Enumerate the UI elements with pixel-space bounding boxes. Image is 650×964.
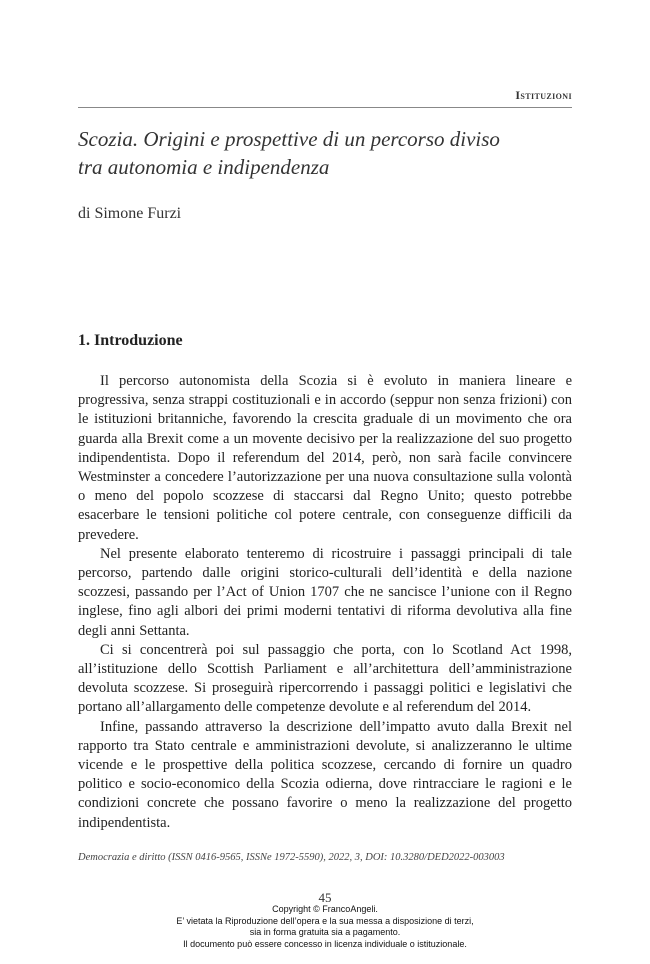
copyright-line: Copyright © FrancoAngeli. bbox=[272, 904, 378, 914]
article-title-line-2: tra autonomia e indipendenza bbox=[78, 155, 330, 179]
copyright-line: E’ vietata la Riproduzione dell’opera e la sua messa a disposizione di terzi, bbox=[176, 915, 474, 926]
header-divider bbox=[78, 107, 572, 108]
article-body bbox=[78, 372, 572, 833]
body-paragraph: Nel presente elaborato tenteremo di ricostruire i passaggi principali di tale percorso, partendo dalle origini storico-culturali dell’identità e della nazione scozzesi, passando per l’Act of Union 1707 che ne sancisce l’unione con il Regno inglese, fino agli albori dei primi moderni tentativi di riforma devolutiva alla fine degli anni Settanta. bbox=[78, 545, 572, 639]
body-paragraph: Ci si concentrerà poi sul passaggio che porta, con lo Scotland Act 1998, all’istituzione dello Scottish Parliament e all’architettura dell’amministrazione devoluta scozzese. Si proseguirà ripercorrendo i passaggi politici e legislativi che portano all’allargamento delle competenze devolute e al referendum del 2014. bbox=[78, 641, 572, 716]
article-author: di Simone Furzi bbox=[78, 205, 182, 222]
article-title-line-1: Scozia. Origini e prospettive di un percorso diviso bbox=[78, 127, 500, 151]
page-number: 45 bbox=[318, 890, 332, 905]
journal-citation: Democrazia e diritto (ISSN 0416-9565, ISSNe 1972-5590), 2022, 3, DOI: 10.3280/DED2022-003003 bbox=[78, 852, 505, 863]
running-header bbox=[78, 88, 572, 108]
running-header-label: Istituzioni bbox=[515, 88, 572, 102]
body-paragraph: Il percorso autonomista della Scozia si è evoluto in maniera lineare e progressiva, senza strappi costituzionali e in accordo (seppur non senza frizioni) con le istituzioni britanniche, favorendo la crescita graduale di un movimento che ora guarda alla Brexit come a un movente decisivo per la realizzazione del suo progetto indipendentista. Dopo il referendum del 2014, però, non sarà facile convincere Westminster a concedere l’autorizzazione per una nuova consultazione sulla volontà o meno del popolo scozzese di staccarsi dal Regno Unito; questo potrebbe esacerbare le tensioni politiche col potere centrale, con conseguenze difficili da prevedere. bbox=[78, 373, 572, 543]
body-paragraph: Infine, passando attraverso la descrizione dell’impatto avuto dalla Brexit nel rapporto tra Stato centrale e amministrazioni devolute, si analizzeranno le ultime vicende e le prospettive della politica scozzese, cercando di fornire un quadro politico e socio-economico della Scozia odierna, dove rintracciare le ragioni e le condizioni concrete che possano favorire o meno la realizzazione del progetto indipendentista. bbox=[78, 718, 572, 831]
copyright-notice bbox=[0, 904, 650, 950]
copyright-line: Il documento può essere concesso in licenza individuale o istituzionale. bbox=[183, 938, 467, 949]
section-heading: 1. Introduzione bbox=[78, 332, 183, 349]
copyright-line: sia in forma gratuita sia a pagamento. bbox=[249, 927, 401, 937]
article-title bbox=[78, 125, 578, 181]
